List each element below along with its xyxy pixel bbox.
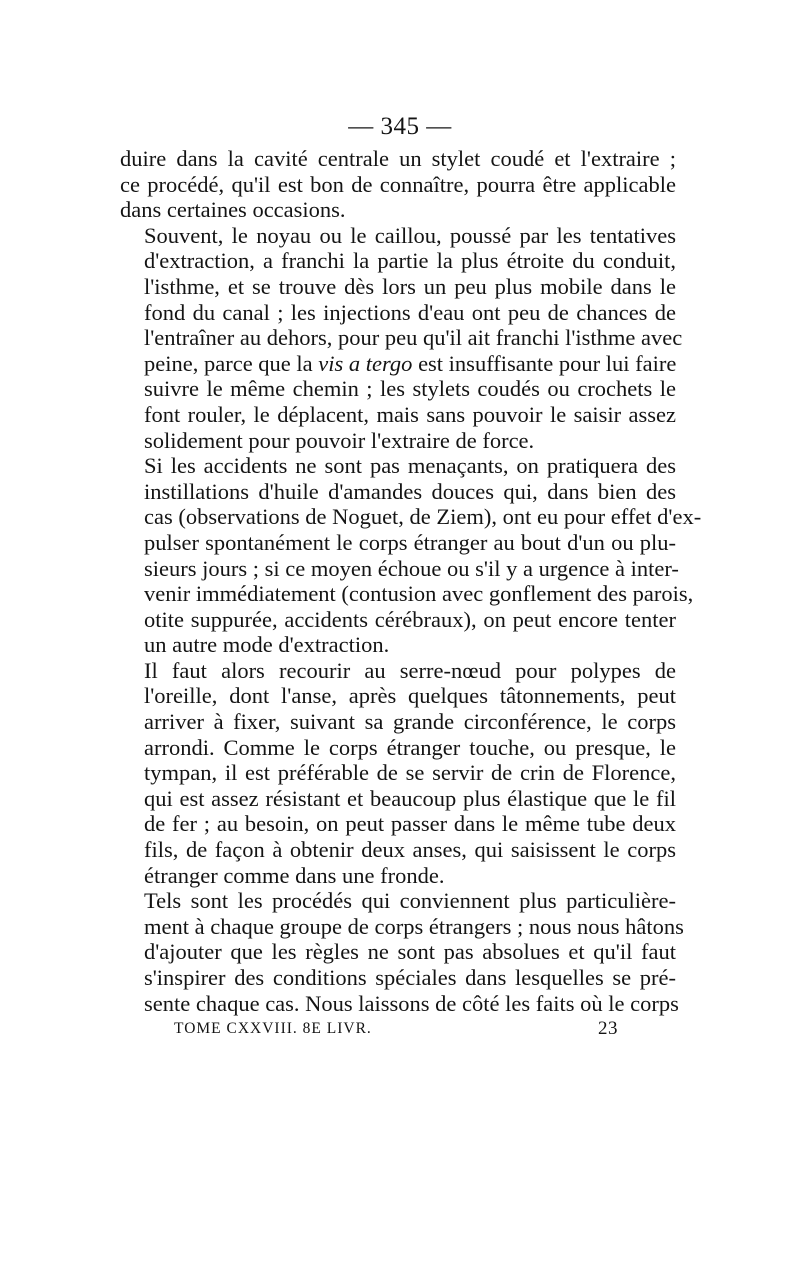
text-line: Tels sont les procédés qui conviennent plus particulière- <box>144 888 676 914</box>
text-line: otite suppurée, accidents cérébraux), on peut encore tenter <box>144 606 676 632</box>
text-body <box>120 146 702 1016</box>
text-line-italic-phrase: peine, parce que la vis a tergo est insuffisante pour lui faire <box>144 350 677 376</box>
paragraph-1 <box>120 146 676 223</box>
text-line: arriver à fixer, suivant sa grande circonférence, le corps <box>144 709 676 735</box>
text-line: d'ajouter que les règles ne sont pas absolues et qu'il faut <box>144 939 676 965</box>
text-line: dans certaines occasions. <box>120 197 346 223</box>
sheet-number: 23 <box>598 1018 618 1040</box>
text-line: instillations d'huile d'amandes douces qui, dans bien des <box>144 478 676 504</box>
paragraph-4 <box>120 658 676 888</box>
text-line: d'extraction, a franchi la partie la plus étroite du conduit, <box>144 248 676 274</box>
text-line: fils, de façon à obtenir deux anses, qui saisissent le corps <box>144 837 676 863</box>
paragraph-3 <box>120 453 702 658</box>
text-line: étranger comme dans une fronde. <box>144 862 445 888</box>
paragraph-2 <box>120 222 683 453</box>
text-line: fond du canal ; les injections d'eau ont peu de chances de <box>144 299 676 325</box>
text-line: arrondi. Comme le corps étranger touche, ou presque, le <box>144 734 676 760</box>
book-page <box>120 112 702 1042</box>
text-line: Souvent, le noyau ou le caillou, poussé par les tentatives <box>144 222 676 248</box>
text-line: sieurs jours ; si ce moyen échoue ou s'il y a urgence à inter- <box>144 555 679 581</box>
text-line: font rouler, le déplacent, mais sans pouvoir le saisir assez <box>144 401 676 427</box>
text-line: sente chaque cas. Nous laissons de côté les faits où le corps <box>144 990 679 1016</box>
page-number: — 345 — <box>348 113 452 140</box>
text-line: l'entraîner au dehors, pour peu qu'il ait franchi l'isthme avec <box>144 325 683 351</box>
text-line: duire dans la cavité centrale un stylet coudé et l'extraire ; <box>120 146 676 171</box>
text-line: pulser spontanément le corps étranger au bout d'un ou plu- <box>144 529 676 555</box>
text-line: qui est assez résistant et beaucoup plus élastique que le fil <box>144 785 676 811</box>
text-line: solidement pour pouvoir l'extraire de force. <box>144 427 535 453</box>
text-line: l'isthme, et se trouve dès lors un peu plus mobile dans le <box>144 273 676 299</box>
text-line: de fer ; au besoin, on peut passer dans le même tube deux <box>144 811 676 837</box>
printer-signature: TOME CXXVIII. 8E LIVR. <box>174 1020 372 1038</box>
paragraph-5 <box>120 888 684 1016</box>
text-line: tympan, il est préférable de se servir de crin de Florence, <box>144 760 676 786</box>
text-line: cas (observations de Noguet, de Ziem), ont eu pour effet d'ex- <box>144 504 702 530</box>
page-footer <box>120 1016 676 1042</box>
text-line: Si les accidents ne sont pas menaçants, on pratiquera des <box>144 453 676 479</box>
text-line: l'oreille, dont l'anse, après quelques tâtonnements, peut <box>144 683 676 709</box>
text-line: un autre mode d'extraction. <box>144 632 390 658</box>
text-line: ment à chaque groupe de corps étrangers ; nous nous hâtons <box>144 913 684 939</box>
text-line: ce procédé, qu'il est bon de connaître, pourra être applicable <box>120 171 676 197</box>
text-line: Il faut alors recourir au serre-nœud pour polypes de <box>144 657 676 683</box>
text-line: venir immédiatement (contusion avec gonflement des parois, <box>144 581 694 607</box>
text-line: suivre le même chemin ; les stylets coudés ou crochets le <box>144 376 676 402</box>
text-line: s'inspirer des conditions spéciales dans lesquelles se pré- <box>144 965 676 990</box>
italic-phrase: vis a tergo <box>318 350 413 376</box>
